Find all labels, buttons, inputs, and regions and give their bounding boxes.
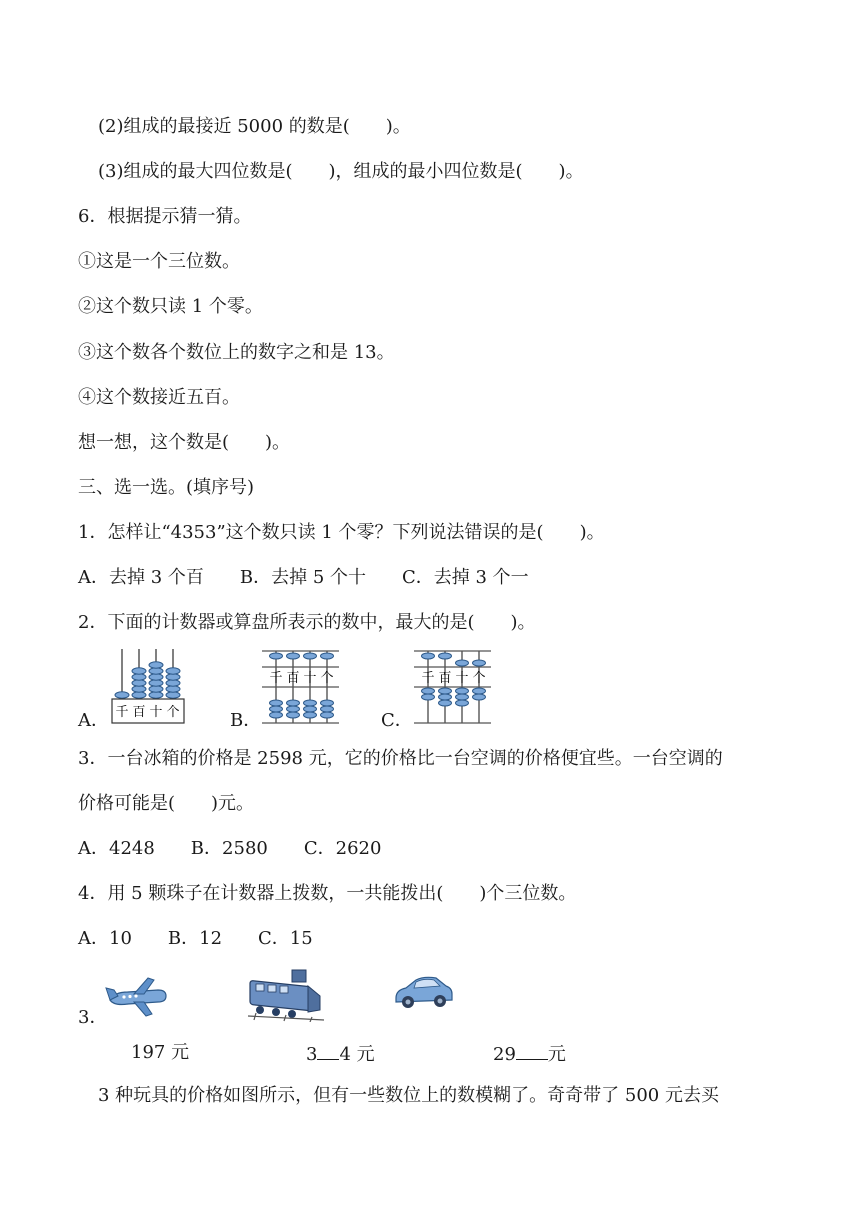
counter-a-label-hundreds: 百 xyxy=(132,705,146,720)
text-line-l1: (2)组成的最接近 5000 的数是( )。 xyxy=(98,116,411,137)
train-toy-image xyxy=(246,966,328,1022)
abacus-c-figure xyxy=(410,645,495,730)
option-b-label: B． xyxy=(230,710,262,731)
guess-answer-line: 想一想，这个数是( )。 xyxy=(78,432,291,453)
option-c-label: C． xyxy=(381,710,413,731)
section-3-heading: 三、选一选。(填序号) xyxy=(78,477,255,498)
counter-a-figure xyxy=(100,645,195,730)
choice-question-2: 2．下面的计数器或算盘所表示的数中，最大的是( )。 xyxy=(78,612,536,633)
choice-question-1-options: A．去掉 3 个百 B．去掉 5 个十 C．去掉 3 个一 xyxy=(78,567,529,588)
hint-3: ③这个数各个数位上的数字之和是 13。 xyxy=(78,342,395,363)
abacus-c-label-thousands: 千 xyxy=(421,671,435,686)
train-price-part-b: 4 元 xyxy=(339,1044,375,1065)
abacus-b-label-thousands: 千 xyxy=(269,671,283,686)
hint-2: ②这个数只读 1 个零。 xyxy=(78,296,263,317)
abacus-c-label-ones: 个 xyxy=(472,671,486,686)
hint-1: ①这是一个三位数。 xyxy=(78,251,240,272)
train-price-part-a: 3 xyxy=(306,1044,318,1065)
train-price-blank xyxy=(317,1041,339,1060)
car-price-part-a: 29 xyxy=(493,1044,516,1065)
choice-question-3-line1: 3．一台冰箱的价格是 2598 元，它的价格比一台空调的价格便宜些。一台空调的 xyxy=(78,748,723,769)
abacus-c-label-tens: 十 xyxy=(455,671,469,686)
abacus-b-label-ones: 个 xyxy=(320,671,334,686)
abacus-b-figure xyxy=(258,645,343,730)
toys-question-text: 3 种玩具的价格如图所示，但有一些数位上的数模糊了。奇奇带了 500 元去买 xyxy=(98,1085,719,1106)
car-price-part-b: 元 xyxy=(547,1044,566,1065)
counter-a-label-ones: 个 xyxy=(166,705,180,720)
choice-question-4: 4．用 5 颗珠子在计数器上拨数，一共能拨出( )个三位数。 xyxy=(78,883,577,904)
hint-4: ④这个数接近五百。 xyxy=(78,387,240,408)
choice-question-3-line2: 价格可能是( )元。 xyxy=(78,793,255,814)
choice-question-1: 1．怎样让“4353”这个数只读 1 个零？下列说法错误的是( )。 xyxy=(78,522,605,543)
car-price-blank xyxy=(516,1041,548,1060)
choice-question-4-options: A．10 B．12 C．15 xyxy=(78,928,313,949)
counter-a-label-thousands: 千 xyxy=(115,705,129,720)
text-line-l2: (3)组成的最大四位数是( )，组成的最小四位数是( )。 xyxy=(98,161,584,182)
airplane-price: 197 元 xyxy=(131,1042,190,1063)
counter-a-label-tens: 十 xyxy=(149,705,163,720)
option-a-label: A． xyxy=(78,710,109,731)
abacus-c-label-hundreds: 百 xyxy=(438,671,452,686)
abacus-b-label-tens: 十 xyxy=(303,671,317,686)
toys-question-number: 3． xyxy=(78,1007,108,1028)
question-6-title: 6．根据提示猜一猜。 xyxy=(78,206,252,227)
abacus-b-label-hundreds: 百 xyxy=(286,671,300,686)
car-toy-image xyxy=(392,970,456,1012)
train-price xyxy=(306,1041,375,1067)
airplane-toy-image xyxy=(104,972,170,1022)
choice-question-3-options: A．4248 B．2580 C．2620 xyxy=(78,838,382,859)
car-price xyxy=(493,1041,566,1067)
